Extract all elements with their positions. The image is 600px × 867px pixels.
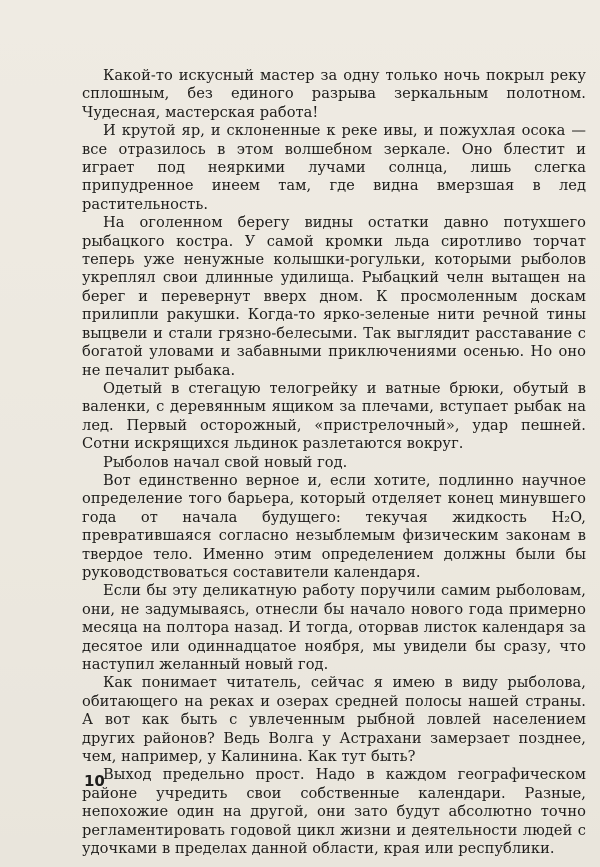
paragraph-2: И крутой яр, и склоненные к реке ивы, и пожухлая осока — все отразилось в этом волшебном зеркале. Оно блестит и играет под неяркими лучами солнца, лишь слегка припудренное инеем там, где видна вмерзшая в лед растительность.: [82, 122, 586, 213]
paragraph-6: Вот единственно верное и, если хотите, подлинно научное определение того барьера, который отделяет конец минувшего года от начала будущего: текучая жидкость H₂O, превратившаяся согласно незыблемым физическим законам в твердое тело. Именно этим определением должны были бы руководствоваться составители календаря.: [82, 471, 586, 581]
paragraph-1: Какой-то искусный мастер за одну только ночь покрыл реку сплошным, без единого разрыва зеркальным полотном. Чудесная, мастерская работа!: [82, 67, 586, 121]
paragraph-8: Как понимает читатель, сейчас я имею в виду рыболова, обитающего на реках и озерах средней полосы нашей страны. А вот как быть с увлеченным рыбной ловлей населением других районов? Ведь Волга у Астрахани замерзает позднее, чем, например, у Калинина. Как тут быть?: [82, 674, 586, 766]
paragraph-9: Выход предельно прост. Надо в каждом географическом районе учредить свои собственные календари. Разные, непохожие один на другой, они зато будут абсолютно точно регламентировать годовой цикл жизни и деятельности людей с удочками в пределах данной области, края или республики.: [82, 766, 586, 858]
paragraph-5: Рыболов начал свой новый год.: [103, 453, 348, 471]
paragraph-7: Если бы эту деликатную работу поручили самим рыболовам, они, не задумываясь, отнесли бы начало нового года примерно месяца на полтора назад. И тогда, оторвав листок календаря за десятое или одиннадцатое ноября, мы увидели бы сразу, что наступил желанный новый год.: [82, 582, 586, 673]
paragraph-4: Одетый в стегацую телогрейку и ватные брюки, обутый в валенки, с деревянным ящиком за плечами, вступает рыбак на лед. Первый осторожный, «пристрелочный», удар пешней. Сотни искрящихся льдинок разлетаются вокруг.: [82, 379, 586, 453]
page-number: 10: [84, 772, 105, 790]
body-text: [82, 67, 586, 858]
paragraph-3: На оголенном берегу видны остатки давно потухшего рыбацкого костра. У самой кромки льда сиротливо торчат теперь уже ненужные колышки-рогульки, которыми рыболов укреплял свои длинные удилища. Рыбацкий челн вытащен на берег и перевернут вверх дном. К просмоленным доскам прилипли ракушки. Когда-то ярко-зеленые нити речной тины выцвели и стали грязно-белесыми. Так выглядит расставание с богатой уловами и забавными приключениями осенью. Но оно не печалит рыбака.: [82, 214, 586, 379]
